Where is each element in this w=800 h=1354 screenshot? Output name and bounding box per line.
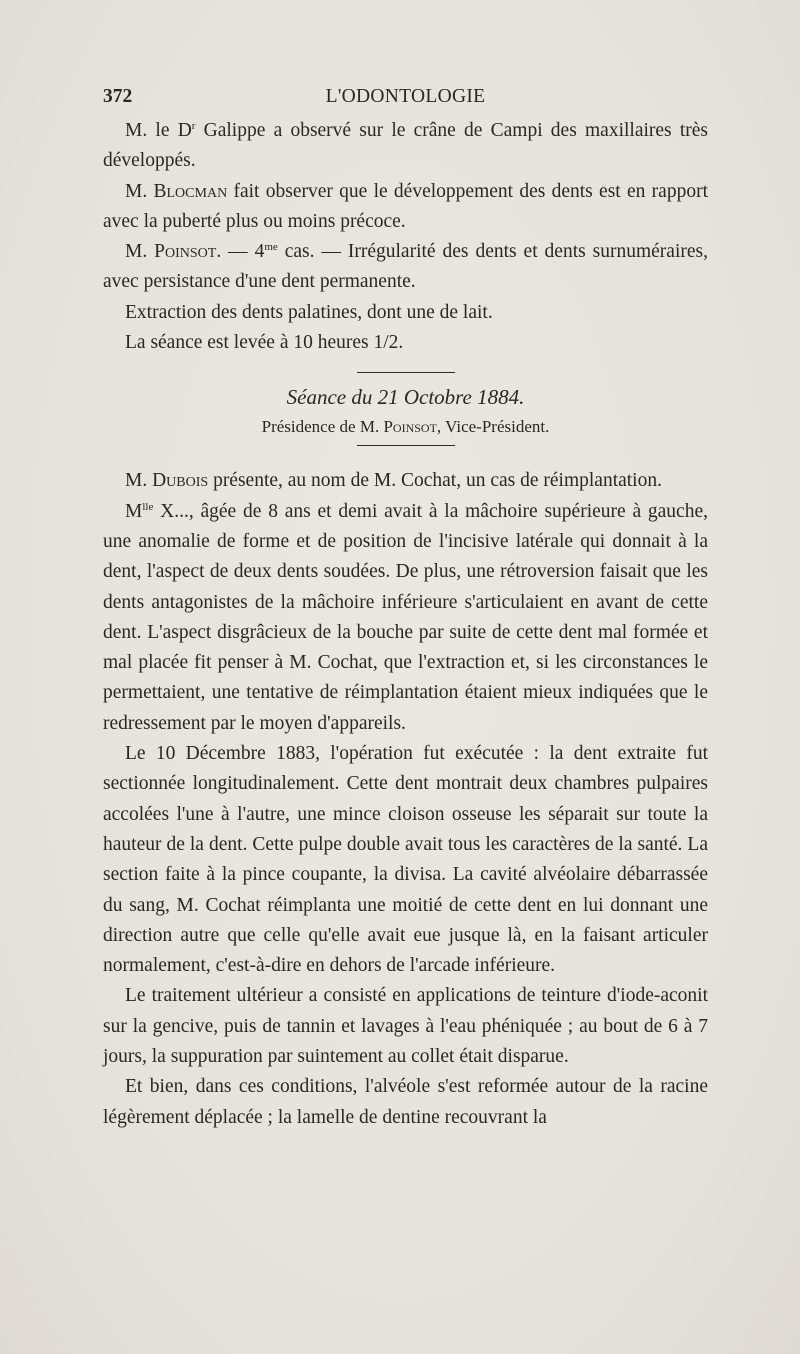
paragraph-blocman (103, 177, 708, 238)
paragraph-case-description (103, 497, 708, 739)
text-run: , Vice-Président. (436, 417, 550, 437)
paragraph-dubois (103, 466, 708, 496)
speaker-name: Dubois (152, 470, 209, 492)
page-number: 372 (103, 86, 133, 107)
paragraph-result: Et bien, dans ces conditions, l'alvéole s'est reformée autour de la racine légèrement déplacée ; la lamelle de dentine recouvrant la (103, 1076, 708, 1128)
paragraph-treatment: Le traitement ultérieur a consisté en applications de teinture d'iode-aconit sur la gencive, puis de tannin et lavages à l'eau phéniquée ; au bout de 6 à 7 jours, la suppuration par suintement au collet était disparue. (103, 985, 708, 1068)
text-run: M. (125, 470, 153, 492)
paragraph-poinsot (103, 237, 708, 298)
speaker-name: Poinsot (154, 241, 217, 263)
text-run: fait observer que le développement des dents est en rapport avec la puberté plus ou moins précoce. (103, 180, 708, 232)
section-title: Séance du 21 Octobre 1884. (286, 385, 525, 410)
text-run: . — 4 (216, 241, 265, 263)
section-divider-bottom (357, 445, 455, 446)
paragraph-operation: Le 10 Décembre 1883, l'opération fut exécutée : la dent extraite fut sectionnée longitudinalement. Cette dent montrait deux chambres pulpaires accolées l'une à l'autre, une mince cloison osseuse les séparait sur toute la hauteur de la dent. Cette pulpe double avait tous les caractères de la santé. La section faite à la pince coupante, la divisa. La cavité alvéolaire débarrassée du sang, M. Cochat réimplanta une moitié de cette dent en lui donnant une direction autre que celle qu'elle avait eue jusque là, en la faisant articuler normalement, c'est-à-dire en dehors de l'arcade inférieure. (103, 743, 708, 977)
text-run: X..., âgée de 8 ans et demi avait à la mâchoire supérieure à gauche, une anomalie de forme et de position de l'incisive latérale qui donnait à la dent, l'aspect de deux dents soudées. De plus, une rétroversion faisait que les dents antagonistes de la mâchoire inférieure s'articulaient en avant de cette dent. L'aspect disgrâcieux de la bouche par suite de cette dent mal formée et mal placée fit penser à M. Cochat, que l'extraction et, si les circonstances le permettaient, une tentative de réimplantation étaient mieux indiquées que le redressement par le moyen d'appareils. (103, 500, 708, 734)
body-text-2 (103, 466, 708, 1133)
presidence-line (103, 415, 708, 439)
superscript: r (191, 120, 196, 132)
text-run: M. le D (125, 120, 192, 141)
section-divider-top (357, 372, 455, 373)
text-run: M. (125, 241, 155, 263)
body-text (103, 116, 708, 358)
text-run: M (125, 500, 143, 522)
paragraph-seance-levee: La séance est levée à 10 heures 1/2. (125, 332, 404, 354)
superscript: lle (142, 500, 154, 513)
president-name: Poinsot (383, 417, 437, 437)
superscript: me (264, 241, 278, 254)
text-run: Galippe a observé sur le crâne de Campi des maxillaires très développés. (103, 120, 708, 172)
text-run: Présidence de M. (261, 417, 384, 437)
paragraph-extraction: Extraction des dents palatines, dont une de lait. (125, 301, 493, 323)
running-title: L'ODONTOLOGIE (325, 86, 486, 107)
text-run: présente, au nom de M. Cochat, un cas de réimplantation. (208, 470, 662, 492)
text-run: cas. — Irrégularité des dents et dents surnuméraires, avec persistance d'une dent permanente. (103, 241, 708, 293)
text-run: M. (125, 180, 154, 202)
paragraph-galippe (103, 116, 708, 177)
page-header (103, 86, 708, 108)
speaker-name: Blocman (153, 180, 228, 202)
